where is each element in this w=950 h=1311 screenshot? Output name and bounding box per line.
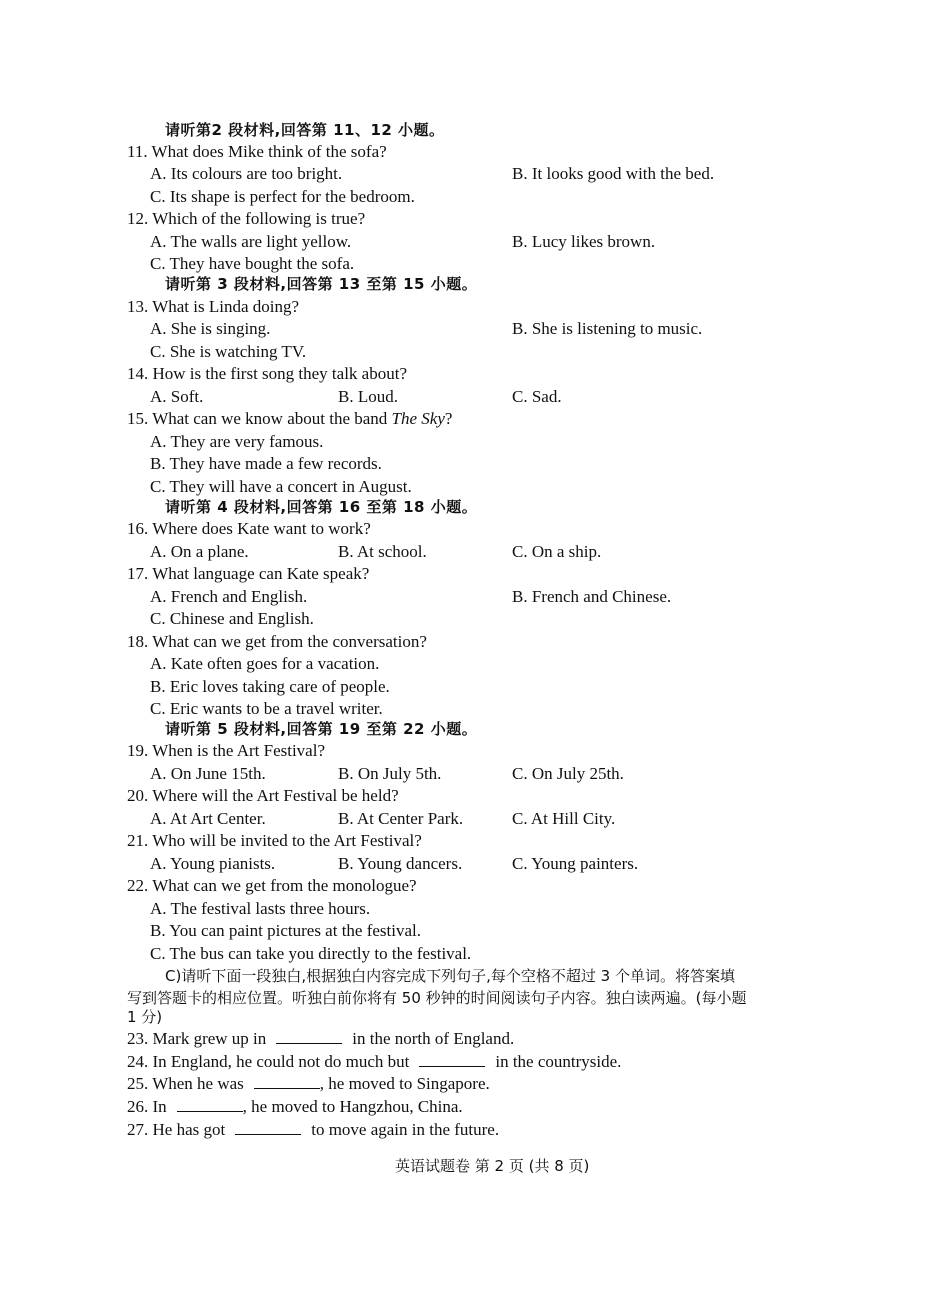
- question-21-stem: 21. Who will be invited to the Art Festival?: [127, 831, 422, 850]
- question-22-option-a: A. The festival lasts three hours.: [150, 899, 371, 918]
- question-18-option-c: C. Eric wants to be a travel writer.: [150, 699, 383, 718]
- question-11-option-b: B. It looks good with the bed.: [512, 164, 715, 183]
- question-19-option-c: C. On July 25th.: [512, 764, 624, 783]
- question-24: 24. In England, he could not do much but in the countryside.: [127, 1052, 622, 1071]
- question-15-option-a: A. They are very famous.: [150, 432, 324, 451]
- answer-blank-23[interactable]: [276, 1029, 342, 1044]
- question-12-option-b: B. Lucy likes brown.: [512, 232, 656, 251]
- answer-blank-24[interactable]: [419, 1052, 485, 1067]
- question-20-stem: 20. Where will the Art Festival be held?: [127, 786, 399, 805]
- question-22-option-b: B. You can paint pictures at the festival.: [150, 921, 422, 940]
- question-14-option-a: A. Soft.: [150, 387, 204, 406]
- question-13-option-a: A. She is singing.: [150, 319, 271, 338]
- question-12-option-c: C. They have bought the sofa.: [150, 254, 355, 273]
- question-13-option-b: B. She is listening to music.: [512, 319, 703, 338]
- section-2-header: 请听第2 段材料,回答第 11、12 小题。: [165, 121, 445, 139]
- question-18-option-a: A. Kate often goes for a vacation.: [150, 654, 380, 673]
- answer-blank-26[interactable]: [177, 1097, 243, 1112]
- part-c-instructions-line-1: C)请听下面一段独白,根据独白内容完成下列句子,每个空格不超过 3 个单词。将答案填: [165, 967, 735, 985]
- answer-blank-25[interactable]: [254, 1074, 320, 1089]
- question-23: 23. Mark grew up in in the north of England.: [127, 1029, 515, 1048]
- question-25: 25. When he was , he moved to Singapore.: [127, 1074, 490, 1093]
- question-13-option-c: C. She is watching TV.: [150, 342, 307, 361]
- question-15-stem: 15. What can we know about the band The Sky?: [127, 409, 453, 428]
- question-13-stem: 13. What is Linda doing?: [127, 297, 300, 316]
- band-name: The Sky: [391, 409, 445, 428]
- section-5-header: 请听第 5 段材料,回答第 19 至第 22 小题。: [165, 720, 478, 738]
- question-16-option-c: C. On a ship.: [512, 542, 602, 561]
- question-21-option-a: A. Young pianists.: [150, 854, 276, 873]
- question-19-stem: 19. When is the Art Festival?: [127, 741, 325, 760]
- question-18-option-b: B. Eric loves taking care of people.: [150, 677, 390, 696]
- question-22-stem: 22. What can we get from the monologue?: [127, 876, 417, 895]
- question-19-option-b: B. On July 5th.: [338, 764, 442, 783]
- question-16-option-b: B. At school.: [338, 542, 427, 561]
- question-11-stem: 11. What does Mike think of the sofa?: [127, 142, 387, 161]
- question-11-option-a: A. Its colours are too bright.: [150, 164, 343, 183]
- question-12-option-a: A. The walls are light yellow.: [150, 232, 352, 251]
- question-27: 27. He has got to move again in the future.: [127, 1120, 500, 1139]
- section-3-header: 请听第 3 段材料,回答第 13 至第 15 小题。: [165, 275, 478, 293]
- question-14-option-b: B. Loud.: [338, 387, 398, 406]
- question-17-option-c: C. Chinese and English.: [150, 609, 314, 628]
- question-11-option-c: C. Its shape is perfect for the bedroom.: [150, 187, 415, 206]
- question-14-option-c: C. Sad.: [512, 387, 562, 406]
- question-21-option-c: C. Young painters.: [512, 854, 639, 873]
- question-15-option-c: C. They will have a concert in August.: [150, 477, 412, 496]
- question-12-stem: 12. Which of the following is true?: [127, 209, 366, 228]
- answer-blank-27[interactable]: [235, 1120, 301, 1135]
- section-4-header: 请听第 4 段材料,回答第 16 至第 18 小题。: [165, 498, 478, 516]
- part-c-instructions-line-3: 1 分): [127, 1008, 163, 1026]
- question-20-option-c: C. At Hill City.: [512, 809, 616, 828]
- question-14-stem: 14. How is the first song they talk about?: [127, 364, 407, 383]
- question-26: 26. In , he moved to Hangzhou, China.: [127, 1097, 463, 1116]
- question-20-option-b: B. At Center Park.: [338, 809, 464, 828]
- question-15-option-b: B. They have made a few records.: [150, 454, 382, 473]
- question-21-option-b: B. Young dancers.: [338, 854, 463, 873]
- question-16-option-a: A. On a plane.: [150, 542, 249, 561]
- page-footer: 英语试题卷 第 2 页 (共 8 页): [395, 1157, 590, 1175]
- question-17-option-b: B. French and Chinese.: [512, 587, 672, 606]
- question-16-stem: 16. Where does Kate want to work?: [127, 519, 371, 538]
- question-19-option-a: A. On June 15th.: [150, 764, 266, 783]
- question-20-option-a: A. At Art Center.: [150, 809, 266, 828]
- question-17-option-a: A. French and English.: [150, 587, 308, 606]
- question-22-option-c: C. The bus can take you directly to the festival.: [150, 944, 472, 963]
- question-18-stem: 18. What can we get from the conversation?: [127, 632, 427, 651]
- question-17-stem: 17. What language can Kate speak?: [127, 564, 370, 583]
- part-c-instructions-line-2: 写到答题卡的相应位置。听独白前你将有 50 秒钟的时间阅读句子内容。独白读两遍。(每小题: [127, 989, 747, 1007]
